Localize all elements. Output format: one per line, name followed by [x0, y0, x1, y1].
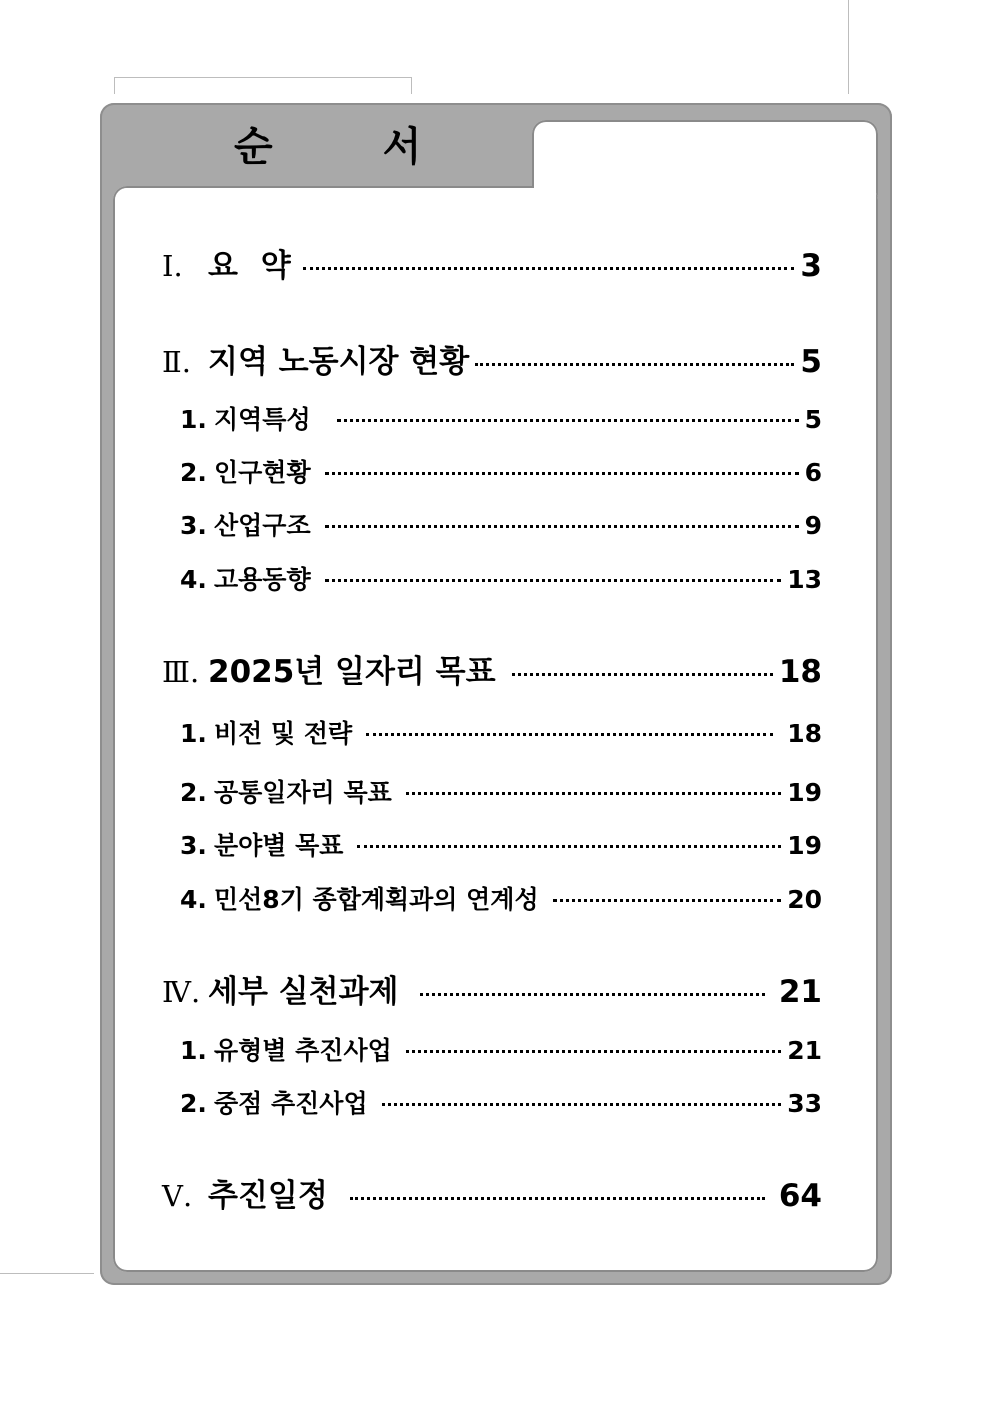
item-number: 2.	[180, 1089, 207, 1118]
page-number: 13	[787, 565, 822, 594]
item-label: 인구현황	[214, 458, 311, 487]
dot-leader	[350, 1197, 765, 1200]
item-number: 4.	[180, 565, 207, 594]
page-number: 21	[778, 974, 822, 1010]
dot-leader	[337, 419, 799, 422]
dot-leader	[406, 1050, 781, 1053]
section-label: 추진일정	[208, 1178, 328, 1214]
toc-item-2-3[interactable]	[180, 506, 822, 540]
toc-section-1[interactable]	[162, 240, 822, 284]
section-label: 세부 실천과제	[208, 974, 399, 1010]
page-number: 19	[787, 778, 822, 807]
dot-leader	[512, 673, 773, 676]
item-label: 고용동향	[214, 565, 311, 594]
item-label: 산업구조	[214, 511, 311, 540]
dot-leader	[325, 525, 799, 528]
item-number: 3.	[180, 511, 207, 540]
page-number: 64	[778, 1178, 822, 1214]
toc-item-2-4[interactable]	[180, 560, 822, 594]
page-title: 순 서	[234, 124, 470, 170]
page-number: 6	[804, 458, 822, 487]
section-number: Ⅳ.	[162, 975, 201, 1009]
page-number: 3	[800, 248, 822, 284]
dot-leader	[553, 899, 782, 902]
toc-item-4-2[interactable]	[180, 1084, 822, 1118]
toc-item-3-2[interactable]	[180, 773, 822, 807]
item-number: 1.	[180, 405, 207, 434]
item-number: 4.	[180, 885, 207, 914]
item-number: 2.	[180, 778, 207, 807]
dot-leader	[303, 267, 795, 270]
item-number: 1.	[180, 719, 207, 748]
page-number: 9	[804, 511, 822, 540]
toc-item-3-4[interactable]	[180, 880, 822, 914]
page-number: 20	[787, 885, 822, 914]
item-label: 분야별 목표	[214, 831, 344, 860]
section-label: 요 약	[208, 248, 297, 284]
page-number: 5	[804, 405, 822, 434]
dot-leader	[475, 363, 794, 366]
dot-leader	[382, 1103, 782, 1106]
toc-section-5[interactable]	[162, 1170, 822, 1214]
item-label: 유형별 추진사업	[214, 1036, 392, 1065]
dot-leader	[406, 792, 781, 795]
dot-leader	[325, 579, 782, 582]
toc-item-4-1[interactable]	[180, 1031, 822, 1065]
section-number: Ⅰ.	[162, 249, 183, 283]
toc-item-3-3[interactable]	[180, 826, 822, 860]
item-label: 공통일자리 목표	[214, 778, 392, 807]
page-number: 18	[778, 654, 822, 690]
item-label: 중점 추진사업	[214, 1089, 368, 1118]
page-number: 21	[787, 1036, 822, 1065]
section-number: Ⅲ.	[162, 655, 200, 689]
page-number: 18	[787, 719, 822, 748]
section-label: 지역 노동시장 현황	[208, 344, 470, 380]
item-number: 3.	[180, 831, 207, 860]
toc-section-2[interactable]	[162, 336, 822, 380]
page-number: 33	[787, 1089, 822, 1118]
item-number: 2.	[180, 458, 207, 487]
section-number: Ⅱ.	[162, 345, 191, 379]
item-label: 비전 및 전략	[214, 719, 353, 748]
dot-leader	[357, 845, 781, 848]
page-number: 19	[787, 831, 822, 860]
toc-section-4[interactable]	[162, 966, 822, 1010]
dot-leader	[325, 472, 799, 475]
dot-leader	[420, 993, 764, 996]
section-number: Ⅴ.	[162, 1179, 193, 1213]
page-number: 5	[800, 344, 822, 380]
item-label: 민선8기 종합계획과의 연계성	[214, 885, 539, 914]
item-number: 1.	[180, 1036, 207, 1065]
toc-item-2-2[interactable]	[180, 453, 822, 487]
item-label: 지역특성	[214, 405, 311, 434]
toc-item-3-1[interactable]	[180, 714, 822, 748]
dot-leader	[366, 733, 773, 736]
toc-item-2-1[interactable]	[180, 400, 822, 434]
toc-section-3[interactable]	[162, 646, 822, 690]
section-label: 2025년 일자리 목표	[208, 654, 496, 690]
